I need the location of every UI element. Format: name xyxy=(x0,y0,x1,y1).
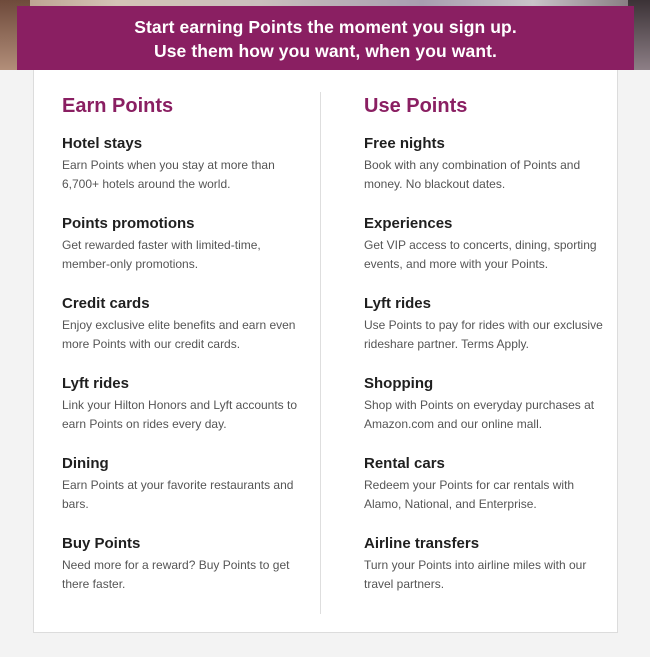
earn-item-credit-cards xyxy=(62,294,312,374)
use-points-heading: Use Points xyxy=(364,95,468,117)
earn-points-column xyxy=(62,94,312,614)
earn-item-lyft-rides xyxy=(62,374,312,454)
use-item-title: Airline transfers xyxy=(364,535,480,552)
use-item-title: Experiences xyxy=(364,215,453,232)
earn-item-title: Dining xyxy=(62,455,109,472)
earn-points-heading: Earn Points xyxy=(62,95,174,117)
use-item-title: Lyft rides xyxy=(364,295,431,312)
promo-banner xyxy=(17,6,634,70)
earn-item-hotel-stays xyxy=(62,134,312,214)
use-item-desc: Get VIP access to concerts, dining, sporting events, and more with your Points. xyxy=(364,238,597,271)
earn-item-desc: Earn Points at your favorite restaurants and bars. xyxy=(62,478,294,511)
use-item-desc: Shop with Points on everyday purchases at Amazon.com and our online mall. xyxy=(364,398,595,431)
earn-item-title: Points promotions xyxy=(62,215,195,232)
earn-item-desc: Get rewarded faster with limited-time, member-only promotions. xyxy=(62,238,261,271)
use-points-column xyxy=(364,94,614,614)
earn-item-title: Credit cards xyxy=(62,295,150,312)
use-item-shopping xyxy=(364,374,614,454)
points-card xyxy=(33,70,618,633)
use-item-title: Free nights xyxy=(364,135,445,152)
use-item-desc: Use Points to pay for rides with our exclusive rideshare partner. Terms Apply. xyxy=(364,318,603,351)
earn-item-buy-points xyxy=(62,534,312,614)
earn-item-desc: Enjoy exclusive elite benefits and earn even more Points with our credit cards. xyxy=(62,318,296,351)
earn-item-dining xyxy=(62,454,312,534)
earn-item-desc: Need more for a reward? Buy Points to get there faster. xyxy=(62,558,290,591)
use-item-desc: Book with any combination of Points and money. No blackout dates. xyxy=(364,158,581,191)
use-item-experiences xyxy=(364,214,614,294)
earn-item-title: Lyft rides xyxy=(62,375,129,392)
earn-item-points-promotions xyxy=(62,214,312,294)
column-divider xyxy=(320,92,321,614)
use-item-airline-transfers xyxy=(364,534,614,614)
use-item-desc: Redeem your Points for car rentals with Alamo, National, and Enterprise. xyxy=(364,478,575,511)
earn-item-title: Hotel stays xyxy=(62,135,143,152)
use-item-desc: Turn your Points into airline miles with our travel partners. xyxy=(364,558,587,591)
use-item-title: Rental cars xyxy=(364,455,445,472)
use-item-free-nights xyxy=(364,134,614,214)
use-item-rental-cars xyxy=(364,454,614,534)
banner-line-2: Use them how you want, when you want. xyxy=(153,41,498,61)
earn-item-desc: Link your Hilton Honors and Lyft accounts to earn Points on rides every day. xyxy=(62,398,298,431)
earn-item-title: Buy Points xyxy=(62,535,141,552)
banner-line-1: Start earning Points the moment you sign up. xyxy=(134,17,517,37)
use-item-lyft-rides xyxy=(364,294,614,374)
use-item-title: Shopping xyxy=(364,375,434,392)
earn-item-desc: Earn Points when you stay at more than 6,700+ hotels around the world. xyxy=(62,158,275,191)
